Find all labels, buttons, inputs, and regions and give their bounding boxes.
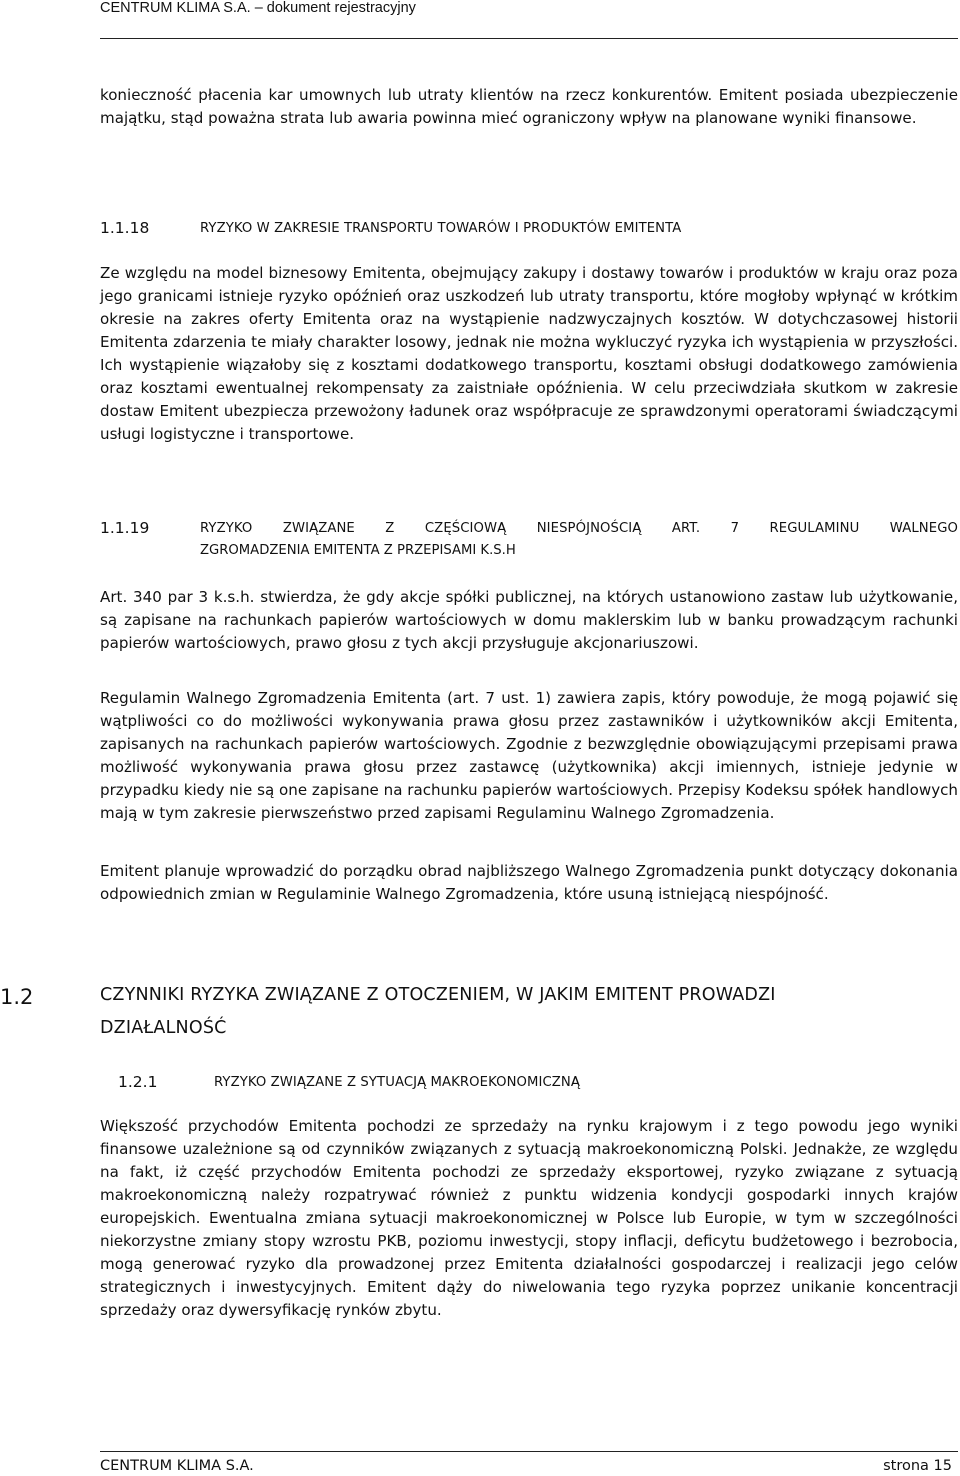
paragraph-regulamin: Regulamin Walnego Zgromadzenia Emitenta (art. 7 ust. 1) zawiera zapis, który powoduje, że mogą pojawić się wątpliwości co do możliwości wykonywania prawa głosu przez zastawników i użytkowników akcji Emitenta, zapisanych na rachunkach papierów wartościowych. Zgodnie z bezwzględnie obowiązującymi przepisami prawa możliwość wykonywania prawa głosu przez zastawcę (użytkownika) akcji imiennych, istnieje jedynie w przypadku kiedy nie są one zapisane na rachunku papierów wartościowych. Przepisy Kodeksu spółek handlowych mają w tym zakresie pierwszeństwo przed zapisami Regulaminu Walnego Zgromadzenia. xyxy=(100,689,958,822)
section-heading-1-1-19 xyxy=(100,518,958,558)
section-heading-1-2-1 xyxy=(118,1072,581,1094)
footer-divider xyxy=(100,1451,958,1452)
footer-company: CENTRUM KLIMA S.A. xyxy=(100,1458,254,1474)
paragraph-transport-risk: Ze względu na model biznesowy Emitenta, obejmujący zakupy i dostawy towarów i produktów w kraju oraz poza jego granicami istnieje ryzyko opóźnień oraz uszkodzeń lub utraty transportu, które mogłoby wpłynąć w krótkim okresie na zakres oferty Emitenta oraz na wystąpienie nadzwyczajnych kosztów. W dotychczasowej historii Emitenta zdarzenia te miały charakter losowy, jednak nie można wykluczyć ryzyka ich wystąpienia w przyszłości. Ich wystąpienie wiązałoby się z kosztami dodatkowego transportu, kosztami obsługi dodatkowego zamówienia oraz kosztami ewentualnej rekompensaty za zaistniałe opóźnienia. W celu przeciwdziała skutkom w zakresie dostaw Emitent ubezpiecza przewożony ładunek oraz współpracuje ze sprawdzonymi operatorami świadczącymi usługi logistyczne i transportowe. xyxy=(100,264,958,443)
section-title: RYZYKO ZWIĄZANE Z SYTUACJĄ MAKROEKONOMICZNĄ xyxy=(214,1075,581,1090)
section-title: RYZYKO W ZAKRESIE TRANSPORTU TOWARÓW I PRODUKTÓW EMITENTA xyxy=(200,221,682,236)
section-number: 1.2 xyxy=(0,985,34,1009)
footer-page-number: strona 15 xyxy=(883,1458,952,1474)
section-number: 1.1.19 xyxy=(100,519,150,537)
section-heading-1-1-18 xyxy=(100,218,682,240)
paragraph-intro: konieczność płacenia kar umownych lub utraty klientów na rzecz konkurentów. Emitent posiada ubezpieczenie majątku, stąd poważna strata lub awaria powinna mieć ograniczony wpływ na planowane wyniki finansowe. xyxy=(100,86,958,127)
section-title-line-2: DZIAŁALNOŚĆ xyxy=(100,1018,227,1038)
section-number: 1.2.1 xyxy=(118,1073,158,1091)
section-title-line-2: ZGROMADZENIA EMITENTA Z PRZEPISAMI K.S.H xyxy=(200,543,516,558)
section-title-line-1: RYZYKO ZWIĄZANE Z CZĘŚCIOWĄ NIESPÓJNOŚCIĄ ART. 7 REGULAMINU WALNEGO xyxy=(200,521,958,536)
paragraph-planned-changes: Emitent planuje wprowadzić do porządku obrad najbliższego Walnego Zgromadzenia punkt dotyczący dokonania odpowiednich zmian w Regulaminie Walnego Zgromadzenia, które usuną istniejącą niespójność. xyxy=(100,862,958,903)
page-header-title: CENTRUM KLIMA S.A. – dokument rejestracyjny xyxy=(100,0,416,16)
section-number: 1.1.18 xyxy=(100,219,150,237)
header-divider xyxy=(100,38,958,39)
section-title-line-1: CZYNNIKI RYZYKA ZWIĄZANE Z OTOCZENIEM, W JAKIM EMITENT PROWADZI xyxy=(100,985,776,1005)
paragraph-macroeconomic-risk: Większość przychodów Emitenta pochodzi ze sprzedaży na rynku krajowym i z tego powodu jego wyniki finansowe uzależnione są od czynników związanych z sytuacją makroekonomiczną Polski. Jednakże, ze względu na fakt, iż część przychodów Emitenta pochodzi ze sprzedaży eksportowej, ryzyko związane z sytuacją makroekonomiczną należy rozpatrywać również z punktu widzenia kondycji gospodarki innych krajów europejskich. Ewentualna zmiana sytuacji makroekonomicznej w Polsce lub Europie, w tym w szczególności niekorzystne zmiany stopy wzrostu PKB, poziomu inwestycji, stopy inflacji, deficytu budżetowego i bezrobocia, mogą generować ryzyko dla prowadzonej przez Emitenta działalności gospodarczej i realizacji jego celów strategicznych i inwestycyjnych. Emitent dąży do niwelowania tego ryzyka poprzez unikanie koncentracji sprzedaży oraz dywersyfikację rynków zbytu. xyxy=(100,1117,958,1319)
paragraph-art-340: Art. 340 par 3 k.s.h. stwierdza, że gdy akcje spółki publicznej, na których ustanowiono zastaw lub użytkowanie, są zapisane na rachunkach papierów wartościowych w domu maklerskim lub w banku prowadzącym rachunki papierów wartościowych, prawo głosu z tych akcji przysługuje akcjonariuszowi. xyxy=(100,588,958,652)
